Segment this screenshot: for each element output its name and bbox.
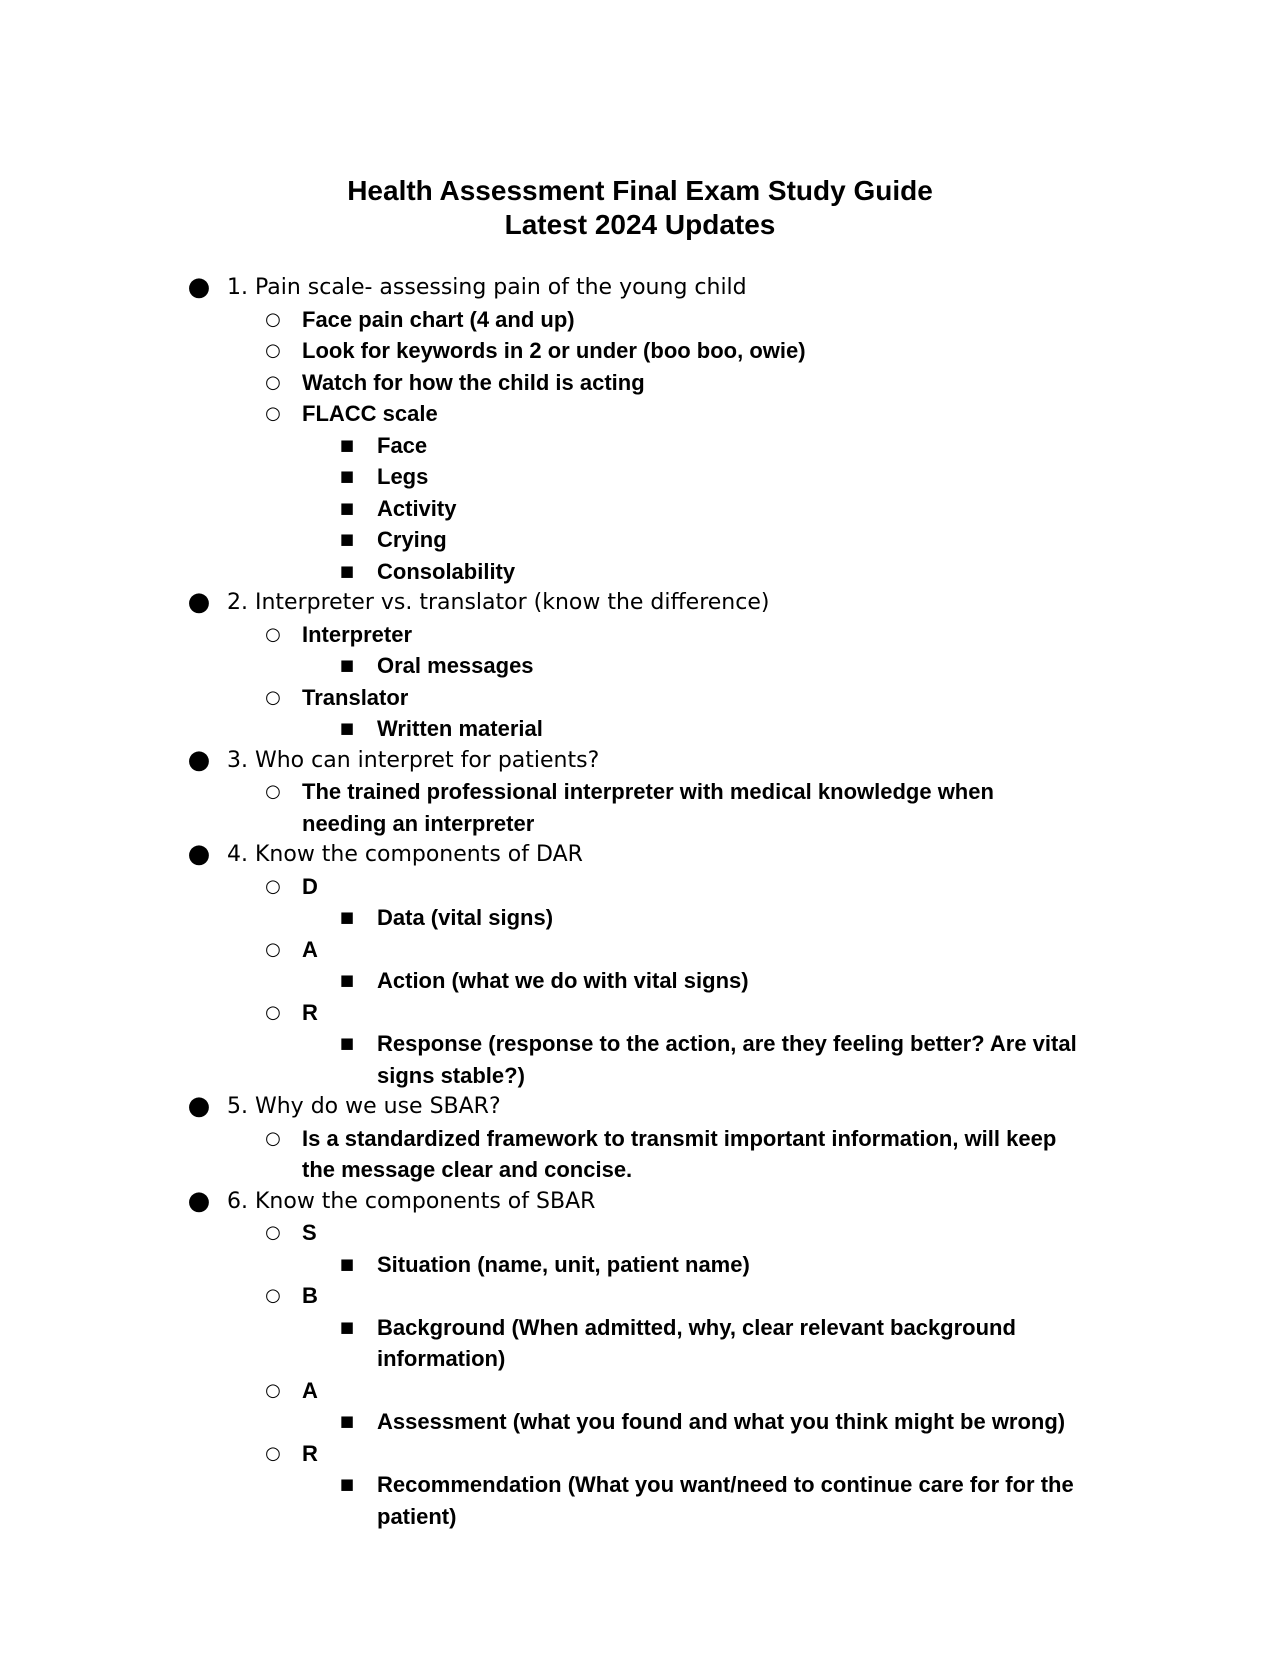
title-line-2: Latest 2024 Updates	[504, 209, 776, 240]
list-item-text: Assessment (what you found and what you think might be wrong)	[377, 1409, 1066, 1434]
bullet-marker-level-3: ■	[339, 971, 355, 989]
study-guide-outline	[0, 272, 1280, 1532]
list-item-text: Is a standardized framework to transmit important information, will keep the message clear and concise.	[302, 1125, 1057, 1182]
list-item-level-3	[0, 902, 1280, 934]
list-item-text: 6. Know the components of SBAR	[227, 1188, 596, 1214]
list-item-level-1	[0, 587, 1280, 619]
bullet-marker-level-1: ●	[187, 587, 211, 617]
list-item-level-1	[0, 1186, 1280, 1218]
list-item-level-2	[0, 934, 1280, 966]
list-item-level-3	[0, 1469, 1280, 1532]
list-item-level-2	[0, 776, 1280, 839]
bullet-marker-level-3: ■	[339, 1475, 355, 1493]
list-item-text: 2. Interpreter vs. translator (know the difference)	[227, 590, 770, 615]
document-title	[0, 174, 1280, 242]
list-item-level-2	[0, 1375, 1280, 1407]
list-item-level-2	[0, 619, 1280, 651]
bullet-marker-level-2: ○	[265, 340, 281, 361]
list-item-level-2	[0, 997, 1280, 1029]
bullet-marker-level-2: ○	[265, 1285, 281, 1306]
bullet-marker-level-3: ■	[339, 561, 355, 580]
bullet-marker-level-3: ■	[339, 719, 355, 737]
list-item-text: Response (response to the action, are they feeling better? Are vital signs stable?)	[377, 1031, 1077, 1088]
list-item-level-3	[0, 965, 1280, 997]
list-item-level-2	[0, 682, 1280, 714]
bullet-marker-level-1: ●	[187, 1185, 211, 1216]
bullet-marker-level-3: ■	[339, 1034, 355, 1052]
list-item-text: Look for keywords in 2 or under (boo boo, owie)	[302, 338, 806, 363]
list-item-text: 1. Pain scale- assessing pain of the young child	[227, 275, 747, 300]
list-item-level-2	[0, 871, 1280, 903]
bullet-marker-level-1: ●	[187, 839, 211, 869]
list-item-level-1	[0, 1091, 1280, 1123]
list-item-text: Consolability	[377, 558, 516, 584]
list-item-level-2	[0, 1438, 1280, 1470]
list-item-text: Legs	[377, 464, 429, 489]
list-item-text: Watch for how the child is acting	[302, 369, 645, 395]
list-item-level-3	[0, 556, 1280, 588]
list-item-text: S	[302, 1220, 317, 1245]
list-item-text: Oral messages	[377, 653, 534, 678]
list-item-text: Written material	[377, 716, 543, 741]
list-item-text: Translator	[302, 684, 409, 710]
list-item-text: B	[302, 1283, 318, 1308]
list-item-text: Background (When admitted, why, clear relevant background information)	[377, 1314, 1016, 1371]
bullet-marker-level-3: ■	[339, 1317, 355, 1336]
list-item-text: Situation (name, unit, patient name)	[377, 1251, 750, 1277]
bullet-marker-level-2: ○	[265, 1442, 281, 1464]
bullet-marker-level-2: ○	[265, 1379, 281, 1401]
list-item-level-3	[0, 1249, 1280, 1281]
bullet-marker-level-2: ○	[265, 875, 281, 897]
bullet-marker-level-3: ■	[339, 908, 355, 926]
list-item-level-2	[0, 398, 1280, 430]
list-item-text: 4. Know the components of DAR	[227, 842, 583, 867]
bullet-marker-level-3: ■	[339, 435, 355, 454]
list-item-text: The trained professional interpreter with medical knowledge when needing an interpreter	[302, 779, 994, 836]
list-item-level-2	[0, 1123, 1280, 1186]
list-item-text: A	[302, 1377, 318, 1403]
bullet-marker-level-2: ○	[265, 1001, 281, 1023]
list-item-text: Crying	[377, 527, 447, 552]
bullet-marker-level-2: ○	[265, 686, 281, 708]
list-item-text: Interpreter	[302, 621, 413, 647]
list-item-text: R	[302, 1440, 318, 1466]
list-item-level-3	[0, 524, 1280, 556]
list-item-level-3	[0, 1312, 1280, 1375]
bullet-marker-level-2: ○	[265, 623, 281, 645]
list-item-level-2	[0, 367, 1280, 399]
list-item-level-2	[0, 1217, 1280, 1249]
list-item-level-3	[0, 650, 1280, 682]
list-item-level-3	[0, 430, 1280, 462]
list-item-text: Recommendation (What you want/need to continue care for for the patient)	[377, 1472, 1074, 1529]
list-item-text: 3. Who can interpret for patients?	[227, 747, 600, 773]
bullet-marker-level-3: ■	[339, 498, 355, 517]
list-item-level-2	[0, 335, 1280, 367]
bullet-marker-level-1: ●	[187, 1091, 211, 1121]
list-item-level-3	[0, 713, 1280, 745]
list-item-text: Face pain chart (4 and up)	[302, 306, 575, 332]
list-item-text: Action (what we do with vital signs)	[377, 968, 749, 993]
list-item-level-1	[0, 839, 1280, 871]
list-item-text: FLACC scale	[302, 401, 438, 426]
bullet-marker-level-3: ■	[339, 467, 355, 485]
bullet-marker-level-1: ●	[187, 272, 211, 302]
list-item-level-3	[0, 1028, 1280, 1091]
list-item-text: Activity	[377, 495, 457, 521]
list-item-level-3	[0, 1406, 1280, 1438]
bullet-marker-level-2: ○	[265, 1222, 281, 1243]
list-item-text: Data (vital signs)	[377, 905, 554, 930]
bullet-marker-level-3: ■	[339, 530, 355, 548]
list-item-level-1	[0, 272, 1280, 304]
bullet-marker-level-2: ○	[265, 781, 281, 802]
list-item-text: D	[302, 873, 318, 899]
title-line-1: Health Assessment Final Exam Study Guide	[347, 175, 933, 206]
list-item-text: A	[302, 936, 318, 962]
bullet-marker-level-3: ■	[339, 656, 355, 674]
bullet-marker-level-3: ■	[339, 1412, 355, 1430]
bullet-marker-level-3: ■	[339, 1254, 355, 1273]
bullet-marker-level-2: ○	[265, 308, 281, 330]
list-item-text: R	[302, 999, 318, 1025]
list-item-level-2	[0, 304, 1280, 336]
bullet-marker-level-2: ○	[265, 1127, 281, 1149]
list-item-level-1	[0, 745, 1280, 777]
bullet-marker-level-1: ●	[187, 744, 211, 775]
list-item-text: Face	[377, 432, 428, 458]
list-item-level-2	[0, 1280, 1280, 1312]
list-item-level-3	[0, 493, 1280, 525]
bullet-marker-level-2: ○	[265, 403, 281, 424]
list-item-level-3	[0, 461, 1280, 493]
list-item-text: 5. Why do we use SBAR?	[227, 1094, 501, 1119]
bullet-marker-level-2: ○	[265, 938, 281, 960]
bullet-marker-level-2: ○	[265, 371, 281, 393]
